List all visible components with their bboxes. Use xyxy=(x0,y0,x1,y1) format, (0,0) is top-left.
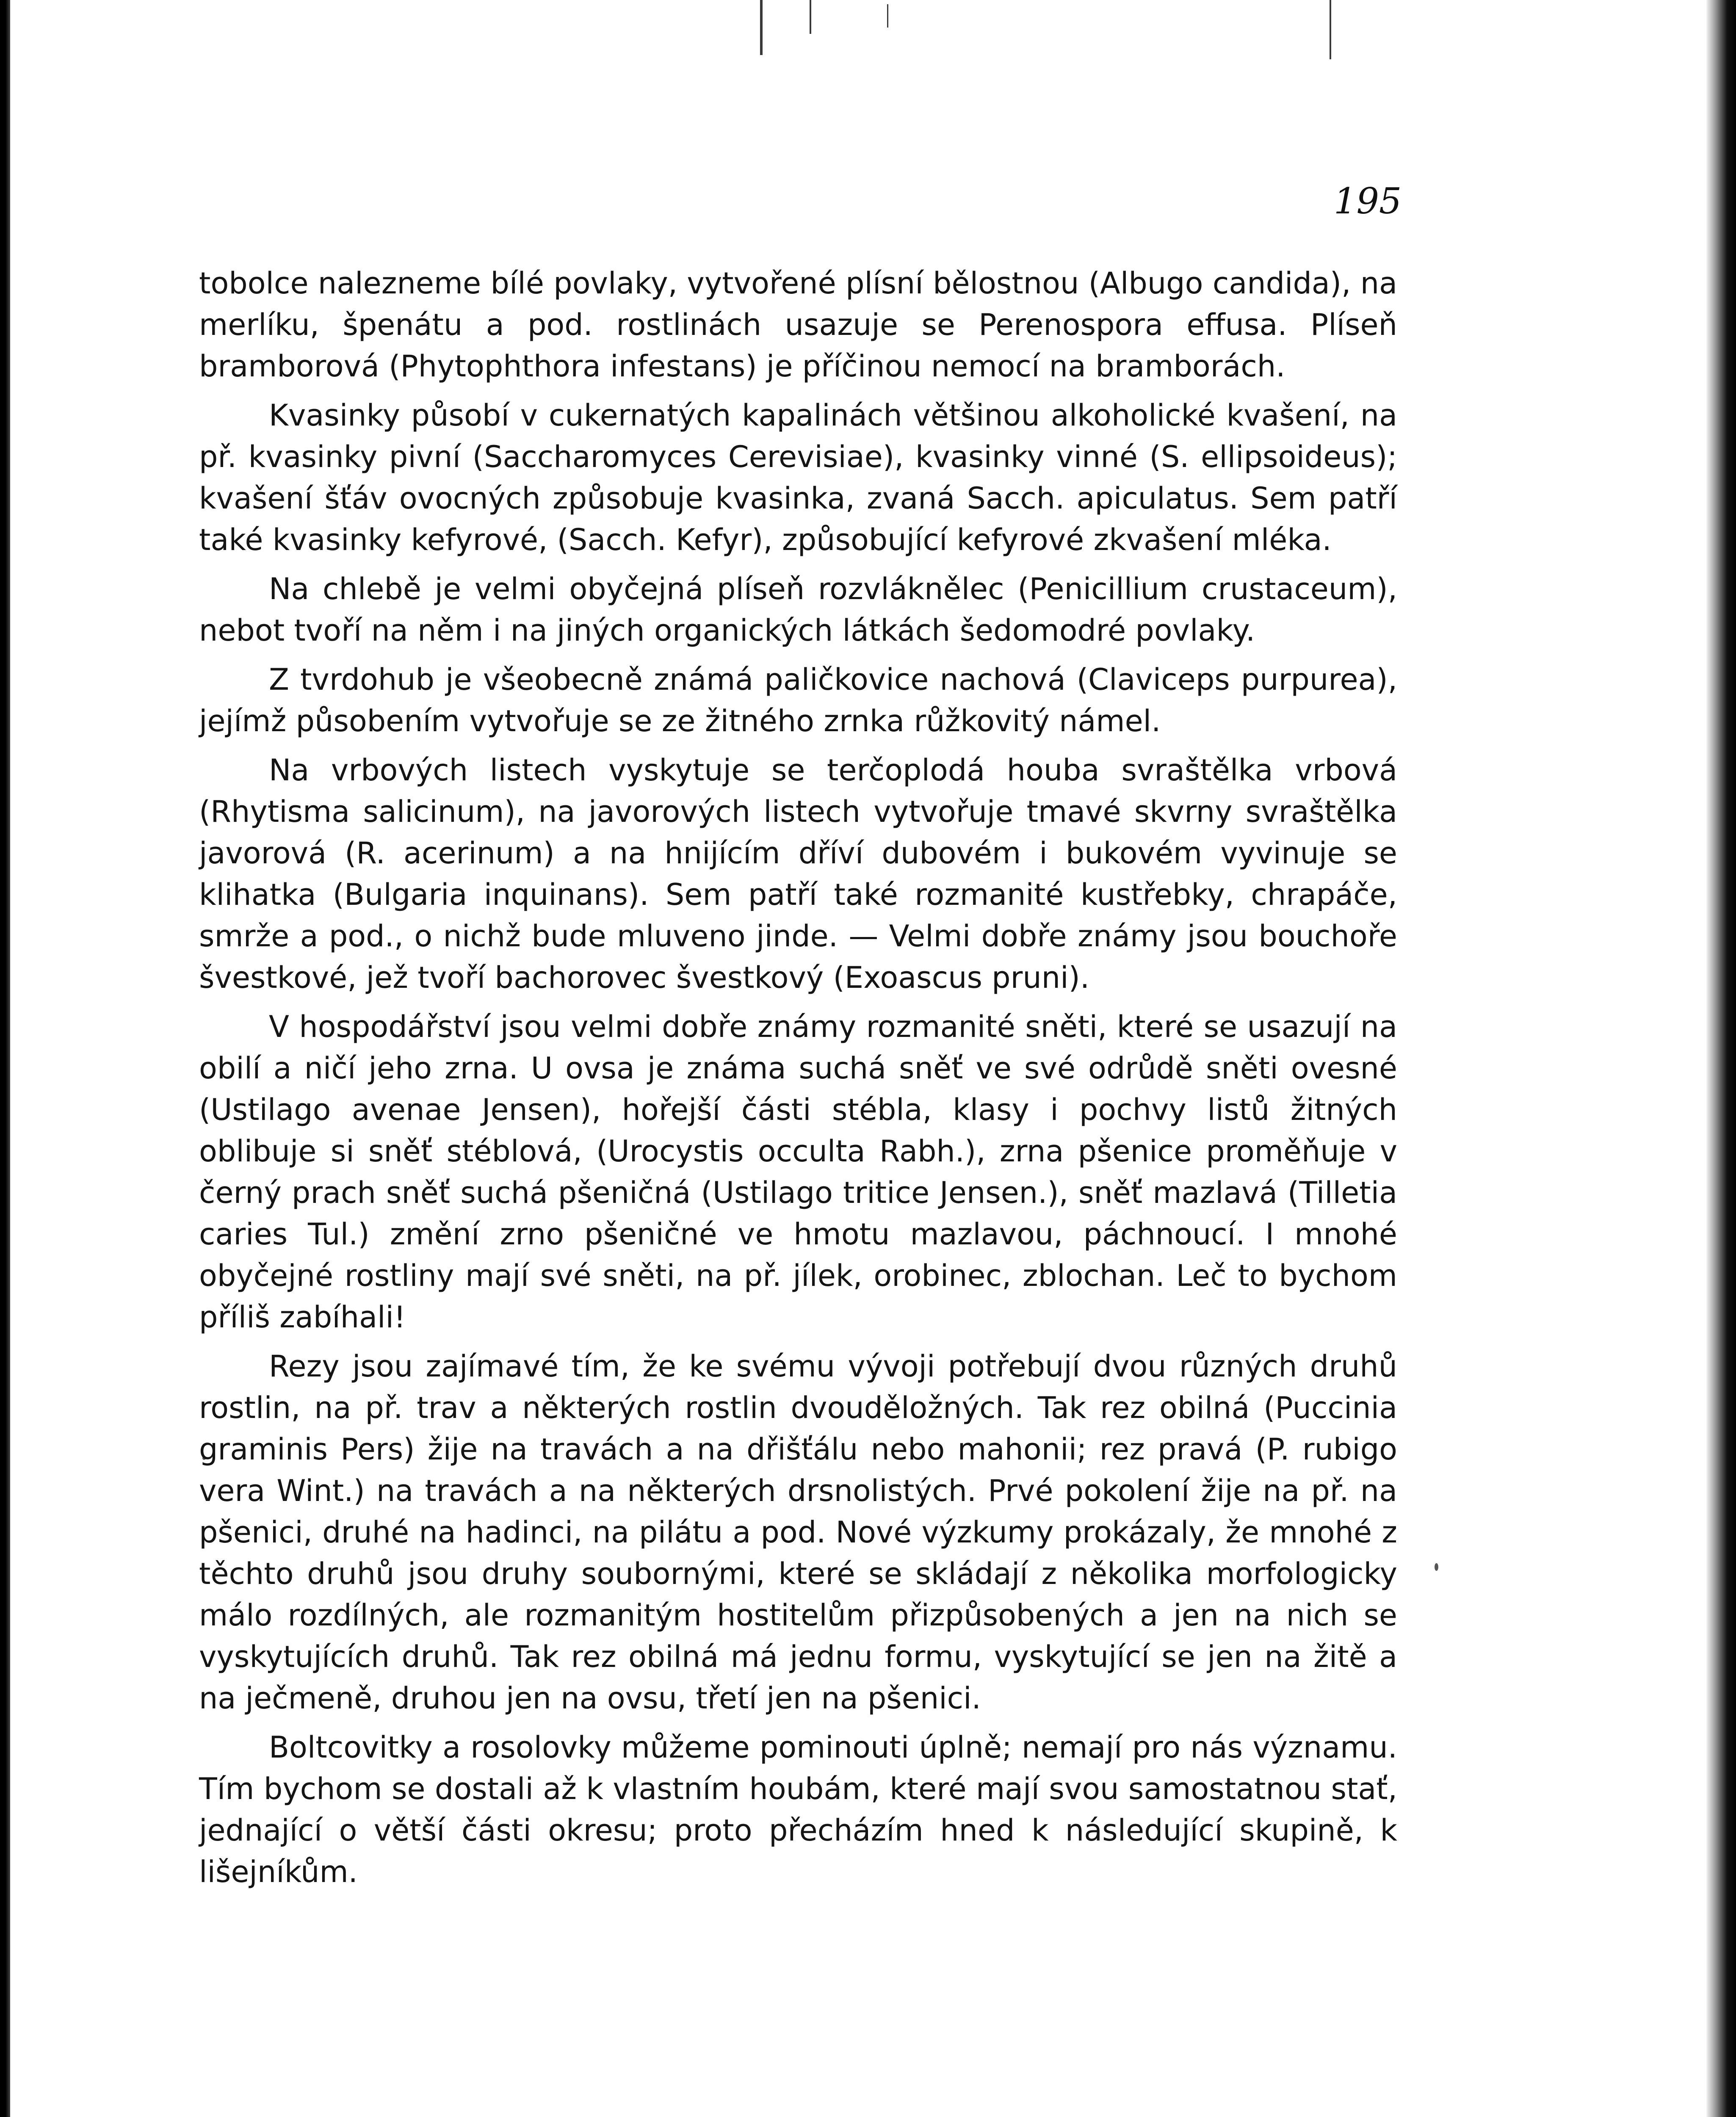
scan-mark-top xyxy=(760,0,763,55)
paragraph: Na vrbových listech vyskytuje se terčoplodá houba svraštělka vrbová (Rhytisma salicinum), na javorových listech vytvořuje tmavé skvrny svraštělka javorová (R. acerinum) a na hnijícím dříví dubovém i bukovém vyvinuje se klihatka (Bulgaria inquinans). Sem patří také rozmanité kustřebky, chrapáče, smrže a pod., o nichž bude mluveno jinde. — Velmi dobře známy jsou bouchoře švestkové, jež tvoří bachorovec švestkový (Exoascus pruni). xyxy=(199,753,1397,995)
paragraph: Boltcovitky a rosolovky můžeme pominouti úplně; nemají pro nás významu. Tím bychom se dostali až k vlastním houbám, které mají svou samostatnou stať, jednající o větší části okresu; proto přecházím hned k následující skupině, k lišejníkům. xyxy=(199,1730,1397,1889)
page-left-edge xyxy=(0,0,10,2117)
scan-mark-top xyxy=(1330,0,1331,59)
paragraph: Kvasinky působí v cukernatých kapalinách většinou alkoholické kvašení, na př. kvasinky pivní (Saccharomyces Cerevisiae), kvasinky vinné (S. ellipsoideus); kvašení šťáv ovocných způsobuje kvasinka, zvaná Sacch. apiculatus. Sem patří také kvasinky kefyrové, (Sacch. Kefyr), způsobující kefyrové zkvašení mléka. xyxy=(199,398,1397,557)
scan-mark-top xyxy=(810,0,811,34)
scan-mark-top xyxy=(887,4,888,28)
body-text xyxy=(199,263,1397,1900)
scan-speck xyxy=(1435,1563,1438,1571)
paragraph: Z tvrdohub je všeobecně známá paličkovice nachová (Claviceps purpurea), jejímž působením vytvořuje se ze žitného zrnka růžkovitý námel. xyxy=(199,662,1397,738)
page-number: 195 xyxy=(1334,180,1402,222)
paragraph: Na chlebě je velmi obyčejná plíseň rozvláknělec (Penicillium crustaceum), nebot tvoří na něm i na jiných organických látkách šedomodré povlaky. xyxy=(199,572,1397,648)
paragraph: Rezy jsou zajímavé tím, že ke svému vývoji potřebují dvou různých druhů rostlin, na př. trav a některých rostlin dvouděložných. Tak rez obilná (Puccinia graminis Pers) žije na travách a na dřišťálu nebo mahonii; rez pravá (P. rubigo vera Wint.) na travách a na některých drsnolistých. Prvé pokolení žije na př. na pšenici, druhé na hadinci, na pilátu a pod. Nové výzkumy prokázaly, že mnohé z těchto druhů jsou druhy soubornými, které se skládají z několika morfologicky málo rozdílných, ale rozmanitým hostitelům přizpůsobených a jen na nich se vyskytujících druhů. Tak rez obilná má jednu formu, vyskytující se jen na žitě a na ječmeně, druhou jen na ovsu, třetí jen na pšenici. xyxy=(199,1349,1397,1716)
paragraph: tobolce nalezneme bílé povlaky, vytvořené plísní bělostnou (Albugo candida), na merlíku, špenátu a pod. rostlinách usazuje se Perenospora effusa. Plíseň bramborová (Phytophthora infestans) je příčinou nemocí na bramborách. xyxy=(199,266,1397,384)
page-right-edge xyxy=(1706,0,1736,2117)
paragraph: V hospodářství jsou velmi dobře známy rozmanité sněti, které se usazují na obilí a ničí jeho zrna. U ovsa je známa suchá sněť ve své odrůdě sněti ovesné (Ustilago avenae Jensen), hořejší části stébla, klasy i pochvy listů žitných oblibuje si sněť stéblová, (Urocystis occulta Rabh.), zrna pšenice proměňuje v černý prach sněť suchá pšeničná (Ustilago tritice Jensen.), sněť mazlavá (Tilletia caries Tul.) změní zrno pšeničné ve hmotu mazlavou, páchnoucí. I mnohé obyčejné rostliny mají své sněti, na př. jílek, orobinec, zblochan. Leč to bychom příliš zabíhali! xyxy=(199,1009,1397,1335)
